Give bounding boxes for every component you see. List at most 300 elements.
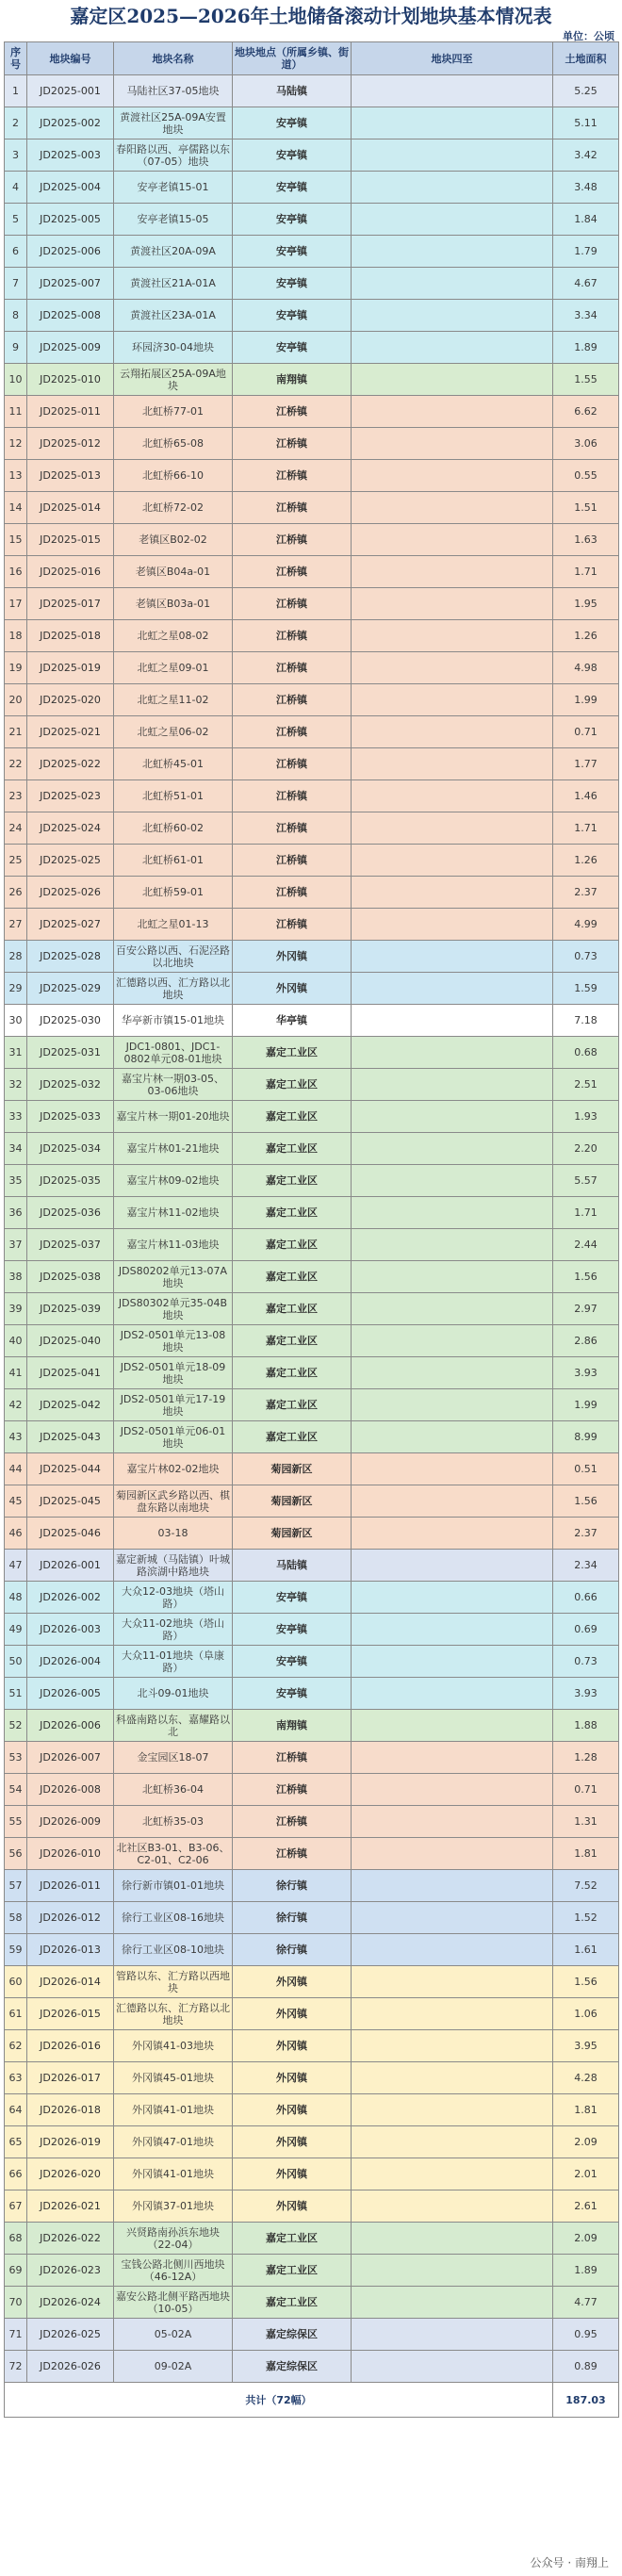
- row-no: 10: [5, 364, 27, 396]
- row-no: 20: [5, 684, 27, 716]
- row-bounds: [352, 428, 553, 460]
- row-town: 嘉定工业区: [233, 1389, 352, 1421]
- row-town: 嘉定工业区: [233, 1261, 352, 1293]
- row-area: 3.34: [553, 300, 619, 332]
- row-bounds: [352, 107, 553, 139]
- row-town: 外冈镇: [233, 2190, 352, 2223]
- row-no: 58: [5, 1902, 27, 1934]
- row-area: 4.67: [553, 268, 619, 300]
- row-name: 黄渡社区21A-01A: [114, 268, 233, 300]
- row-name: 嘉宝片林02-02地块: [114, 1453, 233, 1485]
- row-name: 嘉宝片林11-02地块: [114, 1197, 233, 1229]
- row-code: JD2025-045: [27, 1485, 114, 1518]
- row-town: 江桥镇: [233, 524, 352, 556]
- row-no: 54: [5, 1774, 27, 1806]
- row-name: 北虹桥77-01: [114, 396, 233, 428]
- row-town: 江桥镇: [233, 588, 352, 620]
- row-code: JD2025-027: [27, 909, 114, 941]
- row-area: 2.37: [553, 1518, 619, 1550]
- row-no: 41: [5, 1357, 27, 1389]
- row-name: 05-02A: [114, 2319, 233, 2351]
- row-code: JD2026-015: [27, 1998, 114, 2030]
- row-town: 江桥镇: [233, 812, 352, 845]
- row-bounds: [352, 556, 553, 588]
- row-bounds: [352, 2255, 553, 2287]
- row-name: 北虹之星11-02: [114, 684, 233, 716]
- row-town: 外冈镇: [233, 1998, 352, 2030]
- row-bounds: [352, 2319, 553, 2351]
- row-name: 北虹桥66-10: [114, 460, 233, 492]
- row-code: JD2025-012: [27, 428, 114, 460]
- row-area: 1.26: [553, 620, 619, 652]
- table-row: [5, 1261, 619, 1293]
- row-area: 2.97: [553, 1293, 619, 1325]
- row-bounds: [352, 2287, 553, 2319]
- row-no: 32: [5, 1069, 27, 1101]
- row-no: 27: [5, 909, 27, 941]
- table-row: [5, 75, 619, 107]
- row-bounds: [352, 1902, 553, 1934]
- row-code: JD2025-024: [27, 812, 114, 845]
- row-area: 2.61: [553, 2190, 619, 2223]
- row-code: JD2025-037: [27, 1229, 114, 1261]
- row-name: 嘉定新城（马陆镇）叶城路滨湖中路地块: [114, 1550, 233, 1582]
- row-name: 北虹桥36-04: [114, 1774, 233, 1806]
- row-area: 1.95: [553, 588, 619, 620]
- row-code: JD2025-029: [27, 973, 114, 1005]
- row-no: 68: [5, 2223, 27, 2255]
- row-bounds: [352, 1197, 553, 1229]
- row-bounds: [352, 684, 553, 716]
- row-area: 4.98: [553, 652, 619, 684]
- row-name: 华亭新市镇15-01地块: [114, 1005, 233, 1037]
- row-town: 嘉定工业区: [233, 1357, 352, 1389]
- row-bounds: [352, 652, 553, 684]
- row-area: 2.20: [553, 1133, 619, 1165]
- row-code: JD2026-004: [27, 1646, 114, 1678]
- total-label: 共计（72幅）: [5, 2383, 553, 2418]
- table-row: [5, 2094, 619, 2126]
- row-name: JDS2-0501单元13-08地块: [114, 1325, 233, 1357]
- row-bounds: [352, 492, 553, 524]
- row-area: 1.89: [553, 332, 619, 364]
- row-code: JD2026-017: [27, 2062, 114, 2094]
- row-bounds: [352, 1389, 553, 1421]
- row-area: 4.77: [553, 2287, 619, 2319]
- row-bounds: [352, 2351, 553, 2383]
- row-town: 徐行镇: [233, 1902, 352, 1934]
- row-area: 1.31: [553, 1806, 619, 1838]
- table-row: [5, 1646, 619, 1678]
- table-row: [5, 941, 619, 973]
- row-bounds: [352, 300, 553, 332]
- row-no: 62: [5, 2030, 27, 2062]
- row-bounds: [352, 172, 553, 204]
- row-town: 外冈镇: [233, 2158, 352, 2190]
- row-town: 江桥镇: [233, 556, 352, 588]
- row-name: 北虹桥35-03: [114, 1806, 233, 1838]
- row-bounds: [352, 364, 553, 396]
- row-code: JD2025-028: [27, 941, 114, 973]
- row-town: 江桥镇: [233, 620, 352, 652]
- row-area: 1.71: [553, 1197, 619, 1229]
- table-row: [5, 877, 619, 909]
- table-row: [5, 780, 619, 812]
- table-row: [5, 1421, 619, 1453]
- row-bounds: [352, 845, 553, 877]
- row-no: 63: [5, 2062, 27, 2094]
- row-no: 52: [5, 1710, 27, 1742]
- row-code: JD2025-005: [27, 204, 114, 236]
- row-area: 3.93: [553, 1357, 619, 1389]
- row-name: 外冈镇37-01地块: [114, 2190, 233, 2223]
- row-no: 56: [5, 1838, 27, 1870]
- row-town: 江桥镇: [233, 877, 352, 909]
- row-code: JD2025-046: [27, 1518, 114, 1550]
- row-code: JD2026-024: [27, 2287, 114, 2319]
- row-bounds: [352, 1838, 553, 1870]
- table-row: [5, 1742, 619, 1774]
- land-table: [4, 41, 619, 2418]
- row-code: JD2026-020: [27, 2158, 114, 2190]
- row-no: 3: [5, 139, 27, 172]
- row-code: JD2025-014: [27, 492, 114, 524]
- row-code: JD2025-016: [27, 556, 114, 588]
- row-code: JD2025-040: [27, 1325, 114, 1357]
- row-area: 1.61: [553, 1934, 619, 1966]
- row-bounds: [352, 2223, 553, 2255]
- row-town: 江桥镇: [233, 716, 352, 748]
- row-no: 34: [5, 1133, 27, 1165]
- row-name: 北虹桥45-01: [114, 748, 233, 780]
- row-code: JD2025-033: [27, 1101, 114, 1133]
- row-bounds: [352, 236, 553, 268]
- table-row: [5, 1389, 619, 1421]
- table-row: [5, 845, 619, 877]
- row-name: 嘉宝片林一期03-05、03-06地块: [114, 1069, 233, 1101]
- row-area: 0.73: [553, 1646, 619, 1678]
- row-no: 6: [5, 236, 27, 268]
- table-row: [5, 1197, 619, 1229]
- row-no: 4: [5, 172, 27, 204]
- row-no: 66: [5, 2158, 27, 2190]
- table-row: [5, 1550, 619, 1582]
- row-town: 嘉定工业区: [233, 1293, 352, 1325]
- row-bounds: [352, 75, 553, 107]
- row-town: 安亭镇: [233, 1646, 352, 1678]
- row-no: 48: [5, 1582, 27, 1614]
- row-code: JD2025-018: [27, 620, 114, 652]
- row-no: 49: [5, 1614, 27, 1646]
- row-code: JD2025-030: [27, 1005, 114, 1037]
- row-name: 科盛南路以东、嘉耀路以北: [114, 1710, 233, 1742]
- row-bounds: [352, 1550, 553, 1582]
- table-row: [5, 1165, 619, 1197]
- table-row: [5, 684, 619, 716]
- row-name: 03-18: [114, 1518, 233, 1550]
- row-area: 3.93: [553, 1678, 619, 1710]
- row-bounds: [352, 204, 553, 236]
- row-town: 菊园新区: [233, 1518, 352, 1550]
- row-town: 徐行镇: [233, 1870, 352, 1902]
- row-no: 45: [5, 1485, 27, 1518]
- table-row: [5, 973, 619, 1005]
- row-code: JD2026-019: [27, 2126, 114, 2158]
- row-code: JD2025-021: [27, 716, 114, 748]
- row-no: 65: [5, 2126, 27, 2158]
- row-town: 江桥镇: [233, 780, 352, 812]
- row-name: 北虹桥65-08: [114, 428, 233, 460]
- row-no: 47: [5, 1550, 27, 1582]
- row-bounds: [352, 620, 553, 652]
- row-name: 嘉宝片林01-21地块: [114, 1133, 233, 1165]
- row-no: 53: [5, 1742, 27, 1774]
- row-town: 江桥镇: [233, 460, 352, 492]
- row-bounds: [352, 1998, 553, 2030]
- row-code: JD2026-018: [27, 2094, 114, 2126]
- row-town: 嘉定工业区: [233, 1069, 352, 1101]
- table-row: [5, 1838, 619, 1870]
- row-bounds: [352, 1069, 553, 1101]
- row-name: 大众11-01地块（阜康路）: [114, 1646, 233, 1678]
- row-no: 16: [5, 556, 27, 588]
- row-area: 1.71: [553, 812, 619, 845]
- row-area: 1.56: [553, 1966, 619, 1998]
- row-area: 2.09: [553, 2223, 619, 2255]
- row-area: 8.99: [553, 1421, 619, 1453]
- row-code: JD2025-002: [27, 107, 114, 139]
- row-name: 黄渡社区25A-09A安置地块: [114, 107, 233, 139]
- row-code: JD2025-019: [27, 652, 114, 684]
- row-town: 华亭镇: [233, 1005, 352, 1037]
- row-code: JD2025-043: [27, 1421, 114, 1453]
- row-name: 百安公路以西、石泥泾路以北地块: [114, 941, 233, 973]
- row-area: 2.34: [553, 1550, 619, 1582]
- row-code: JD2026-021: [27, 2190, 114, 2223]
- row-code: JD2026-006: [27, 1710, 114, 1742]
- row-bounds: [352, 1005, 553, 1037]
- row-bounds: [352, 1934, 553, 1966]
- row-code: JD2026-003: [27, 1614, 114, 1646]
- header-area: 土地面积: [553, 42, 619, 75]
- table-row: [5, 1133, 619, 1165]
- header-town: 地块地点（所属乡镇、街道）: [233, 42, 352, 75]
- table-row: [5, 620, 619, 652]
- row-bounds: [352, 588, 553, 620]
- row-name: 外冈镇41-01地块: [114, 2094, 233, 2126]
- row-name: 09-02A: [114, 2351, 233, 2383]
- row-code: JD2025-009: [27, 332, 114, 364]
- row-name: 宝钱公路北侧川西地块（46-12A）: [114, 2255, 233, 2287]
- row-name: 外冈镇47-01地块: [114, 2126, 233, 2158]
- row-town: 嘉定综保区: [233, 2351, 352, 2383]
- row-town: 嘉定工业区: [233, 1101, 352, 1133]
- row-no: 13: [5, 460, 27, 492]
- table-row: [5, 1870, 619, 1902]
- row-town: 外冈镇: [233, 1966, 352, 1998]
- row-bounds: [352, 1966, 553, 1998]
- row-bounds: [352, 1774, 553, 1806]
- row-area: 0.73: [553, 941, 619, 973]
- row-town: 江桥镇: [233, 1774, 352, 1806]
- row-town: 安亭镇: [233, 204, 352, 236]
- row-bounds: [352, 941, 553, 973]
- row-no: 43: [5, 1421, 27, 1453]
- row-code: JD2025-044: [27, 1453, 114, 1485]
- row-bounds: [352, 1229, 553, 1261]
- table-row: [5, 2030, 619, 2062]
- row-bounds: [352, 2094, 553, 2126]
- row-area: 1.81: [553, 2094, 619, 2126]
- table-row: [5, 2319, 619, 2351]
- header-no: 序号: [5, 42, 27, 75]
- row-area: 1.26: [553, 845, 619, 877]
- row-area: 1.99: [553, 1389, 619, 1421]
- row-name: 徐行新市镇01-01地块: [114, 1870, 233, 1902]
- table-row: [5, 2190, 619, 2223]
- row-code: JD2026-014: [27, 1966, 114, 1998]
- table-row: [5, 1069, 619, 1101]
- row-bounds: [352, 1037, 553, 1069]
- table-row: [5, 588, 619, 620]
- table-row: [5, 2126, 619, 2158]
- row-area: 2.51: [553, 1069, 619, 1101]
- row-no: 29: [5, 973, 27, 1005]
- row-no: 44: [5, 1453, 27, 1485]
- row-name: 外冈镇45-01地块: [114, 2062, 233, 2094]
- row-area: 5.11: [553, 107, 619, 139]
- row-town: 嘉定工业区: [233, 1421, 352, 1453]
- row-town: 嘉定工业区: [233, 1229, 352, 1261]
- row-code: JD2025-020: [27, 684, 114, 716]
- table-header: [5, 42, 619, 75]
- row-area: 2.09: [553, 2126, 619, 2158]
- row-code: JD2025-032: [27, 1069, 114, 1101]
- row-no: 69: [5, 2255, 27, 2287]
- row-town: 嘉定工业区: [233, 2287, 352, 2319]
- row-name: 大众12-03地块（塔山路）: [114, 1582, 233, 1614]
- row-town: 菊园新区: [233, 1453, 352, 1485]
- row-name: 环园济30-04地块: [114, 332, 233, 364]
- row-code: JD2026-023: [27, 2255, 114, 2287]
- header-code: 地块编号: [27, 42, 114, 75]
- row-no: 2: [5, 107, 27, 139]
- row-area: 1.71: [553, 556, 619, 588]
- row-town: 江桥镇: [233, 492, 352, 524]
- row-town: 江桥镇: [233, 396, 352, 428]
- row-area: 1.55: [553, 364, 619, 396]
- table-body: [5, 75, 619, 2383]
- row-bounds: [352, 1614, 553, 1646]
- row-bounds: [352, 2190, 553, 2223]
- row-bounds: [352, 909, 553, 941]
- row-bounds: [352, 2030, 553, 2062]
- table-row: [5, 1037, 619, 1069]
- row-code: JD2025-023: [27, 780, 114, 812]
- table-row: [5, 460, 619, 492]
- row-code: JD2025-035: [27, 1165, 114, 1197]
- row-no: 55: [5, 1806, 27, 1838]
- table-row: [5, 332, 619, 364]
- row-area: 1.28: [553, 1742, 619, 1774]
- row-area: 0.68: [553, 1037, 619, 1069]
- row-name: 外冈镇41-01地块: [114, 2158, 233, 2190]
- row-no: 14: [5, 492, 27, 524]
- row-area: 1.52: [553, 1902, 619, 1934]
- row-code: JD2025-003: [27, 139, 114, 172]
- row-town: 安亭镇: [233, 300, 352, 332]
- row-name: JDS2-0501单元06-01地块: [114, 1421, 233, 1453]
- row-no: 5: [5, 204, 27, 236]
- row-area: 1.06: [553, 1998, 619, 2030]
- row-town: 外冈镇: [233, 2126, 352, 2158]
- row-town: 江桥镇: [233, 748, 352, 780]
- row-code: JD2025-013: [27, 460, 114, 492]
- row-area: 1.59: [553, 973, 619, 1005]
- table-row: [5, 1101, 619, 1133]
- row-area: 1.77: [553, 748, 619, 780]
- row-name: 北斗09-01地块: [114, 1678, 233, 1710]
- row-area: 0.51: [553, 1453, 619, 1485]
- table-row: [5, 2223, 619, 2255]
- row-bounds: [352, 1870, 553, 1902]
- row-bounds: [352, 1101, 553, 1133]
- row-bounds: [352, 716, 553, 748]
- row-area: 7.18: [553, 1005, 619, 1037]
- row-code: JD2025-017: [27, 588, 114, 620]
- table-row: [5, 524, 619, 556]
- row-area: 1.89: [553, 2255, 619, 2287]
- table-row: [5, 1966, 619, 1998]
- row-bounds: [352, 1582, 553, 1614]
- row-code: JD2025-026: [27, 877, 114, 909]
- table-row: [5, 1293, 619, 1325]
- row-town: 马陆镇: [233, 75, 352, 107]
- row-town: 南翔镇: [233, 1710, 352, 1742]
- row-name: 春阳路以西、亭儒路以东（07-05）地块: [114, 139, 233, 172]
- row-area: 1.56: [553, 1261, 619, 1293]
- row-name: JDS2-0501单元17-19地块: [114, 1389, 233, 1421]
- row-no: 23: [5, 780, 27, 812]
- row-name: 北虹之星08-02: [114, 620, 233, 652]
- row-no: 42: [5, 1389, 27, 1421]
- table-row: [5, 1614, 619, 1646]
- table-row: [5, 2255, 619, 2287]
- row-no: 8: [5, 300, 27, 332]
- row-no: 46: [5, 1518, 27, 1550]
- row-area: 0.95: [553, 2319, 619, 2351]
- row-bounds: [352, 332, 553, 364]
- row-bounds: [352, 1357, 553, 1389]
- row-bounds: [352, 812, 553, 845]
- row-code: JD2026-008: [27, 1774, 114, 1806]
- row-code: JD2026-026: [27, 2351, 114, 2383]
- row-code: JD2025-039: [27, 1293, 114, 1325]
- row-code: JD2025-041: [27, 1357, 114, 1389]
- table-row: [5, 1485, 619, 1518]
- row-no: 38: [5, 1261, 27, 1293]
- row-area: 1.81: [553, 1838, 619, 1870]
- row-town: 外冈镇: [233, 2062, 352, 2094]
- row-bounds: [352, 877, 553, 909]
- row-area: 3.48: [553, 172, 619, 204]
- row-area: 1.93: [553, 1101, 619, 1133]
- row-town: 江桥镇: [233, 909, 352, 941]
- row-area: 2.44: [553, 1229, 619, 1261]
- table-row: [5, 139, 619, 172]
- table-row: [5, 236, 619, 268]
- table-row: [5, 2158, 619, 2190]
